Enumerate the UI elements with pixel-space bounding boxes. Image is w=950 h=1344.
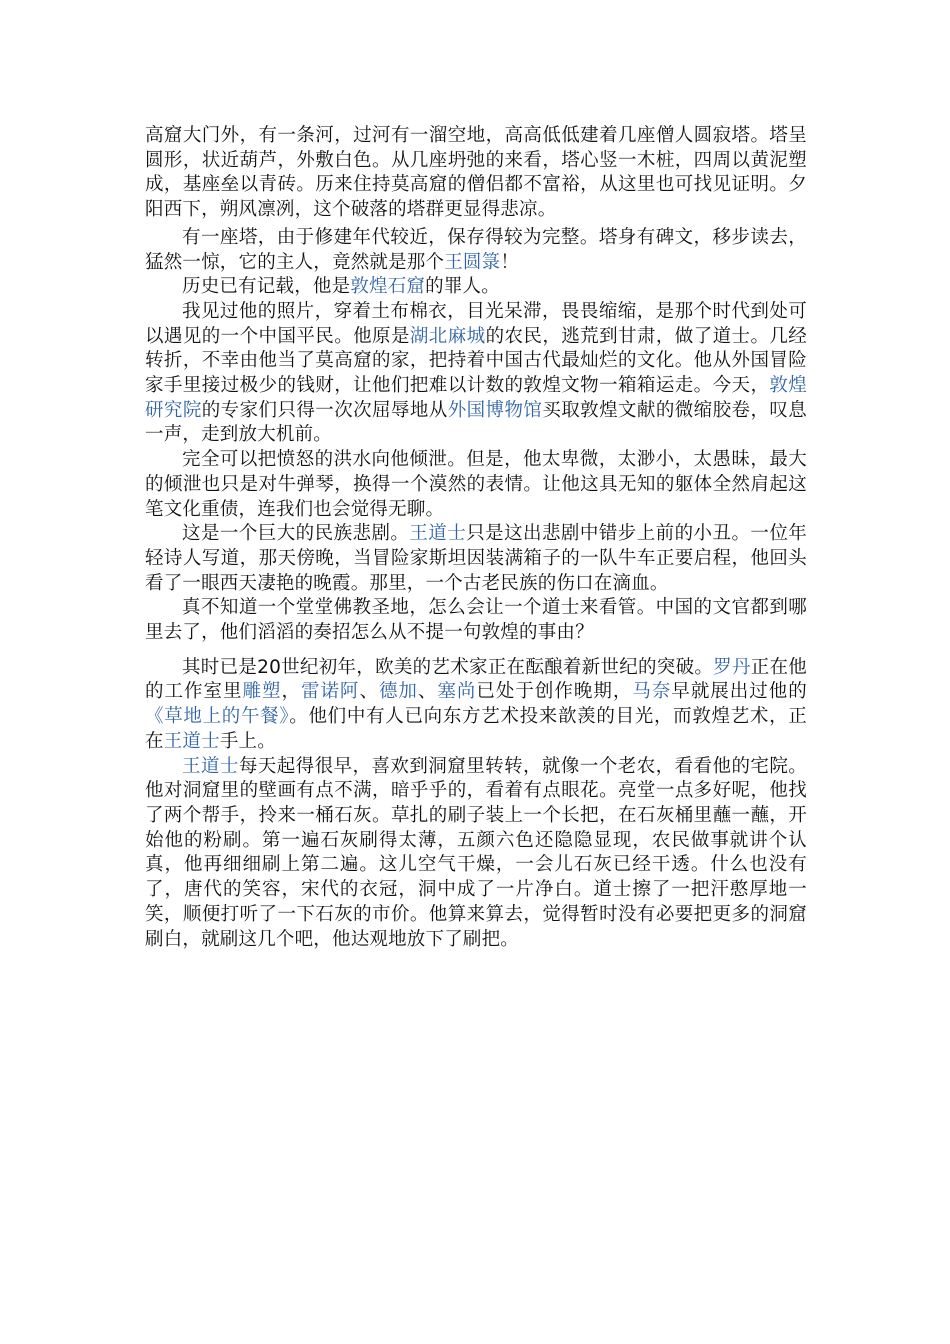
paragraph-8-text-8: 早就展出过他的 (671, 681, 807, 703)
paragraph-8-text-2: 世纪初年，欧美的艺术家正在酝酿着新世纪的突破。 (281, 656, 714, 678)
paragraph-7-text: 真不知道一个堂堂佛教圣地，怎么会让一个道士来看管。中国的文官都到哪里去了，他们滔滔的奏招怎么从不提一句敦煌的事由？ (145, 597, 807, 644)
paragraph-4-text-1: 我见过他的照片，穿着土布棉衣，目光呆滞，畏畏缩缩，是那个时代到处可以遇见的一个中国平民。他原是 (145, 300, 807, 347)
link-manet[interactable]: 马奈 (632, 681, 672, 703)
link-luncheon-on-the-grass[interactable]: 《草地上的午餐》 (145, 706, 290, 728)
document-body (145, 124, 807, 952)
paragraph-6-text-2: 只是这出悲剧中错步上前的小丑。一位年轻诗人写道，那天傍晚，当冒险家斯坦因装满箱子的一队牛车正要启程，他回头看了一眼西天凄艳的晚霞。那里，一个古老民族的伤口在滴血。 (145, 523, 807, 594)
link-cezanne[interactable]: 塞尚 (437, 681, 477, 703)
paragraph-8-text-3: 正在他的工作室里 (145, 656, 807, 703)
paragraph-9-text: 每天起得很早，喜欢到洞窟里转转，就像一个老农，看看他的宅院。他对洞窟里的壁画有点不满，暗乎乎的，看着有点眼花。亮堂一点多好呢，他找了两个帮手，拎来一桶石灰。草扎的刷子装上一个长把，在石灰桶里蘸一蘸，开始他的粉刷。第一遍石灰刷得太薄，五颜六色还隐隐显现，农民做事就讲个认真，他再细细刷上第二遍。这儿空气干燥，一会儿石灰已经干透。什么也没有了，唐代的笑容，宋代的衣冠，洞中成了一片净白。道士擦了一把汗憨厚地一笑，顺便打听了一下石灰的市价。他算来算去，觉得暂时没有必要把更多的洞窟刷白，就刷这几个吧，他达观地放下了刷把。 (145, 755, 807, 950)
paragraph-2-text-2: ！ (500, 251, 520, 273)
paragraph-3-text-1: 历史已有记载，他是 (182, 276, 351, 298)
link-sculpture[interactable]: 雕塑 (242, 681, 282, 703)
paragraph-9 (145, 755, 807, 953)
paragraph-2-text-1: 有一座塔，由于修建年代较近，保存得较为完整。塔身有碑文，移步读去，猛然一惊，它的主人，竟然就是那个 (145, 226, 807, 273)
paragraph-8-text-7: 已处于创作晚期， (476, 681, 633, 703)
link-dunhuang-academy[interactable]: 敦煌研究院 (145, 375, 807, 421)
link-rodin[interactable]: 罗丹 (713, 656, 751, 678)
paragraph-2 (145, 226, 807, 275)
paragraph-8-text-10: 手上。 (219, 730, 276, 752)
link-hubei-macheng[interactable]: 湖北麻城 (409, 325, 486, 347)
paragraph-8-text-1: 其时已是 (182, 656, 258, 678)
paragraph-4-text-2: 的农民，逃荒到甘肃，做了道士。几经转折，不幸由他当了莫高窟的家，把持着中国古代最灿烂的文化。他从外国冒险家手里接过极少的钱财，让他们把难以计数的敦煌文物一箱箱运走。今天， (145, 325, 807, 397)
link-degas[interactable]: 德加 (378, 681, 418, 703)
link-foreign-museum[interactable]: 外国博物馆 (447, 399, 543, 421)
link-dunhuang-grottoes[interactable]: 敦煌石窟 (350, 276, 426, 298)
paragraph-8-text-4: ， (281, 681, 301, 703)
paragraph-4 (145, 300, 807, 448)
link-wang-yuanlu[interactable]: 王圆箓 (444, 251, 501, 273)
paragraph-7 (145, 596, 807, 645)
paragraph-5-text: 完全可以把愤怒的洪水向他倾泄。但是，他太卑微，太渺小，太愚昧，最大的倾泄也只是对牛弹琴，换得一个漠然的表情。让他这具无知的躯体全然肩起这笔文化重债，连我们也会觉得无聊。 (145, 449, 807, 520)
paragraph-8-century-number: 20 (257, 656, 282, 678)
paragraph-3 (145, 275, 807, 300)
link-renoir[interactable]: 雷诺阿 (300, 681, 360, 703)
paragraph-1 (145, 124, 807, 223)
link-taoist-wang-3[interactable]: 王道士 (182, 755, 239, 777)
paragraph-6 (145, 522, 807, 596)
paragraph-8-text-6: 、 (417, 681, 438, 703)
paragraph-8 (145, 656, 807, 755)
paragraph-4-text-3: 的专家们只得一次次屈辱地从 (201, 399, 448, 421)
paragraph-5 (145, 448, 807, 522)
paragraph-1-text: 高窟大门外，有一条河，过河有一溜空地，高高低低建着几座僧人圆寂塔。塔呈圆形，状近葫芦，外敷白色。从几座坍弛的来看，塔心竖一木桩，四周以黄泥塑成，基座垒以青砖。历来住持莫高窟的僧侣都不富裕，从这里也可找见证明。夕阳西下，朔风凛冽，这个破落的塔群更显得悲凉。 (145, 125, 807, 221)
paragraph-6-text-1: 这是一个巨大的民族悲剧。 (182, 523, 410, 545)
paragraph-8-text-5: 、 (359, 681, 379, 703)
paragraph-4-text-4: 买取敦煌文献的微缩胶卷，叹息一声，走到放大机前。 (145, 399, 807, 446)
link-taoist-wang-2[interactable]: 王道士 (163, 730, 220, 752)
paragraph-8-text-9: 。他们中有人已向东方艺术投来歆羡的目光，而敦煌艺术，正在 (145, 706, 807, 752)
paragraph-3-text-2: 的罪人。 (425, 276, 500, 298)
link-taoist-wang[interactable]: 王道士 (409, 523, 467, 545)
